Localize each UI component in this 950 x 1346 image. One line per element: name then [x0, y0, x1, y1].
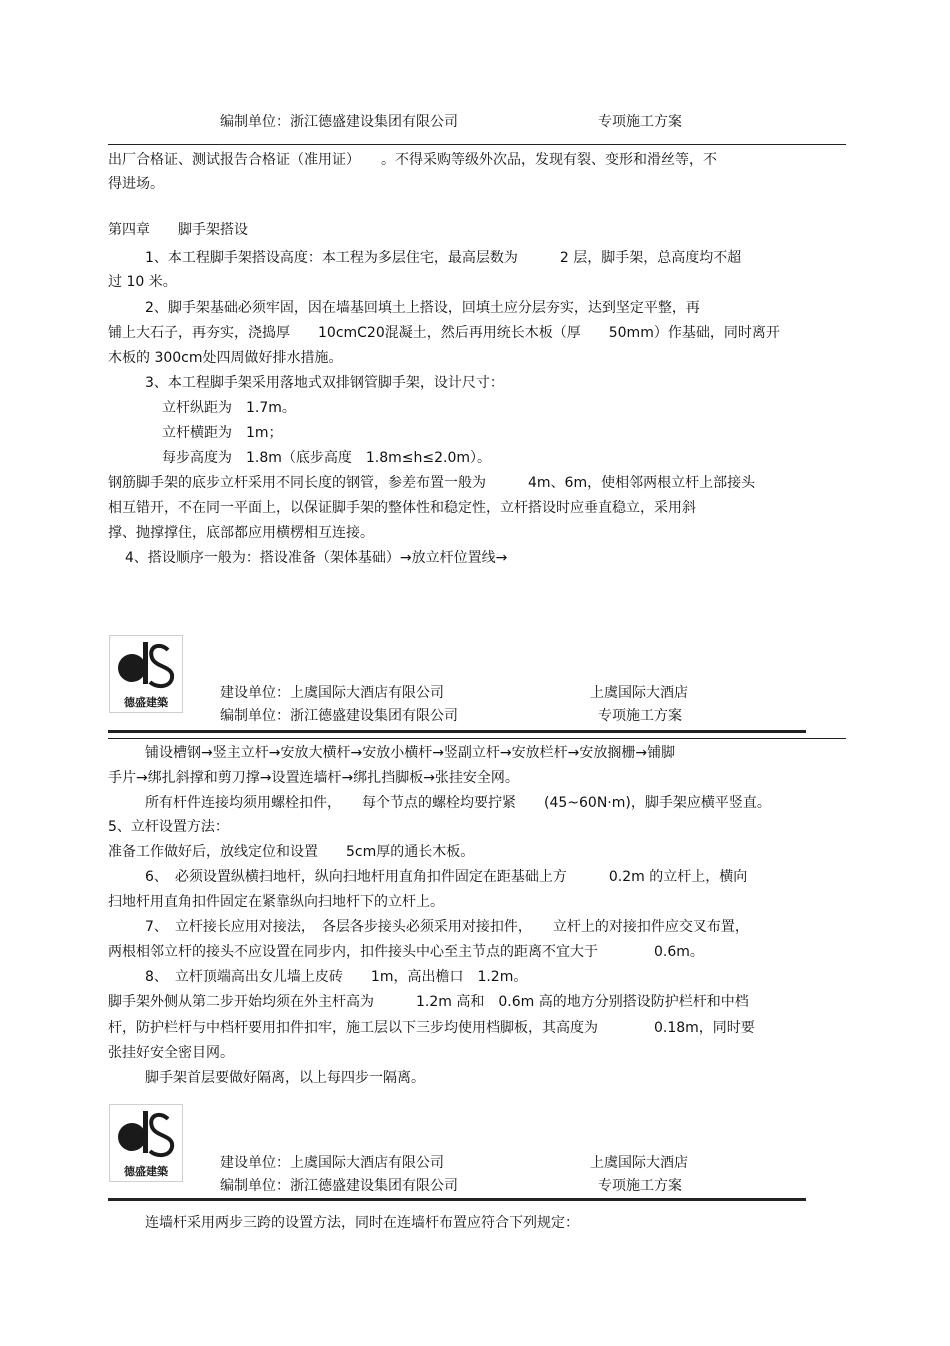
header-rule-thick: [108, 730, 806, 733]
spec-line: 立杆横距为 1m；: [162, 425, 283, 441]
header-doc-type: 专项施工方案: [598, 1178, 682, 1194]
spec-line: 每步高度为 1.8m（底步高度 1.8m≤h≤2.0m）。: [162, 450, 492, 466]
paragraph-line: 杆，防护栏杆与中档杆要用扣件扣牢，施工层以下三步均使用档脚板，其高度为 0.18m，同时要: [108, 1020, 755, 1036]
paragraph-line: 连墙杆采用两步三跨的设置方法，同时在连墙杆布置应符合下列规定：: [145, 1215, 579, 1231]
paragraph-line: 相互错开，不在同一平面上，以保证脚手架的整体性和稳定性，立杆搭设时应垂直稳立，采用斜: [108, 500, 696, 516]
paragraph-line: 木板的 300cm处四周做好排水措施。: [108, 350, 343, 366]
paragraph-line: 5、立杆设置方法：: [108, 819, 229, 835]
paragraph-line: 手片→绑扎斜撑和剪刀撑→设置连墙杆→绑扎挡脚板→张挂安全网。: [108, 770, 519, 786]
logo-caption: 德盛建築: [124, 1165, 168, 1178]
spec-line: 立杆纵距为 1.7m。: [162, 400, 296, 416]
paragraph-line: 准备工作做好后，放线定位和设置 5cm厚的通长木板。: [108, 844, 475, 860]
header-editor: 编制单位：浙江德盛建设集团有限公司: [220, 708, 458, 724]
chapter-title: 第四章 脚手架搭设: [108, 222, 248, 238]
header-project: 上虞国际大酒店: [590, 685, 688, 701]
paragraph-line: 撑、抛撑撑住，底部都应用横楞相互连接。: [108, 525, 374, 541]
header-editor: 编制单位：浙江德盛建设集团有限公司: [220, 1178, 458, 1194]
company-logo: [109, 635, 183, 713]
header-rule-thick: [108, 1198, 806, 1201]
header-divider: [108, 738, 846, 739]
logo-caption: 德盛建築: [124, 696, 168, 709]
paragraph-line: 钢筋脚手架的底步立杆采用不同长度的钢管，参差布置一般为 4m、6m，使相邻两根立杆上部接头: [108, 475, 756, 491]
paragraph-line: 张挂好安全密目网。: [108, 1045, 234, 1061]
paragraph-line: 8、 立杆顶端高出女儿墙上皮砖 1m，高出檐口 1.2m。: [145, 969, 528, 985]
paragraph-line: 脚手架外侧从第二步开始均须在外主杆高为 1.2m 高和 0.6m 高的地方分别搭设防护栏杆和中档: [108, 994, 749, 1010]
header-builder: 建设单位：上虞国际大酒店有限公司: [220, 1155, 444, 1171]
paragraph-line: 铺设槽钢→竖主立杆→安放大横杆→安放小横杆→竖副立杆→安放栏杆→安放搁栅→铺脚: [145, 745, 676, 761]
header-divider: [108, 144, 846, 145]
header-doc-type: 专项施工方案: [598, 708, 682, 724]
paragraph-line: 3、本工程脚手架采用落地式双排钢管脚手架，设计尺寸：: [145, 375, 504, 391]
paragraph-line: 过 10 米。: [108, 274, 177, 290]
paragraph-line: 所有杆件连接均须用螺栓扣件， 每个节点的螺栓均要拧紧 (45~60N·m)，脚手架应横平竖直。: [145, 795, 771, 811]
header-builder: 建设单位：上虞国际大酒店有限公司: [220, 685, 444, 701]
header-project: 上虞国际大酒店: [590, 1155, 688, 1171]
paragraph-line: 得进场。: [108, 176, 164, 192]
paragraph-line: 两根相邻立杆的接头不应设置在同步内，扣件接头中心至主节点的距离不宜大于 0.6m。: [108, 944, 704, 960]
paragraph-line: 1、本工程脚手架搭设高度：本工程为多层住宅，最高层数为 2 层，脚手架，总高度均不超: [145, 250, 742, 266]
paragraph-line: 出厂合格证、测试报告合格证（准用证） 。不得采购等级外次品，发现有裂、变形和滑丝等，不: [108, 152, 717, 168]
header-editor: 编制单位：浙江德盛建设集团有限公司: [220, 114, 458, 130]
paragraph-line: 4、搭设顺序一般为：搭设准备（架体基础）→放立杆位置线→: [125, 550, 508, 566]
paragraph-line: 铺上大石子，再夯实，浇捣厚 10cmC20混凝土，然后再用统长木板（厚 50mm）作基础，同时离开: [108, 325, 780, 341]
paragraph-line: 脚手架首层要做好隔离，以上每四步一隔离。: [145, 1070, 425, 1086]
company-logo: [109, 1104, 183, 1182]
paragraph-line: 扫地杆用直角扣件固定在紧靠纵向扫地杆下的立杆上。: [108, 894, 444, 910]
paragraph-line: 6、 必须设置纵横扫地杆，纵向扫地杆用直角扣件固定在距基础上方 0.2m 的立杆上，横向: [145, 869, 748, 885]
paragraph-line: 2、脚手架基础必须牢固，因在墙基回填土上搭设，回填土应分层夯实，达到坚定平整，再: [145, 300, 700, 316]
header-doc-type: 专项施工方案: [598, 114, 682, 130]
paragraph-line: 7、 立杆接长应用对接法， 各层各步接头必须采用对接扣件， 立杆上的对接扣件应交叉布置，: [145, 919, 749, 935]
